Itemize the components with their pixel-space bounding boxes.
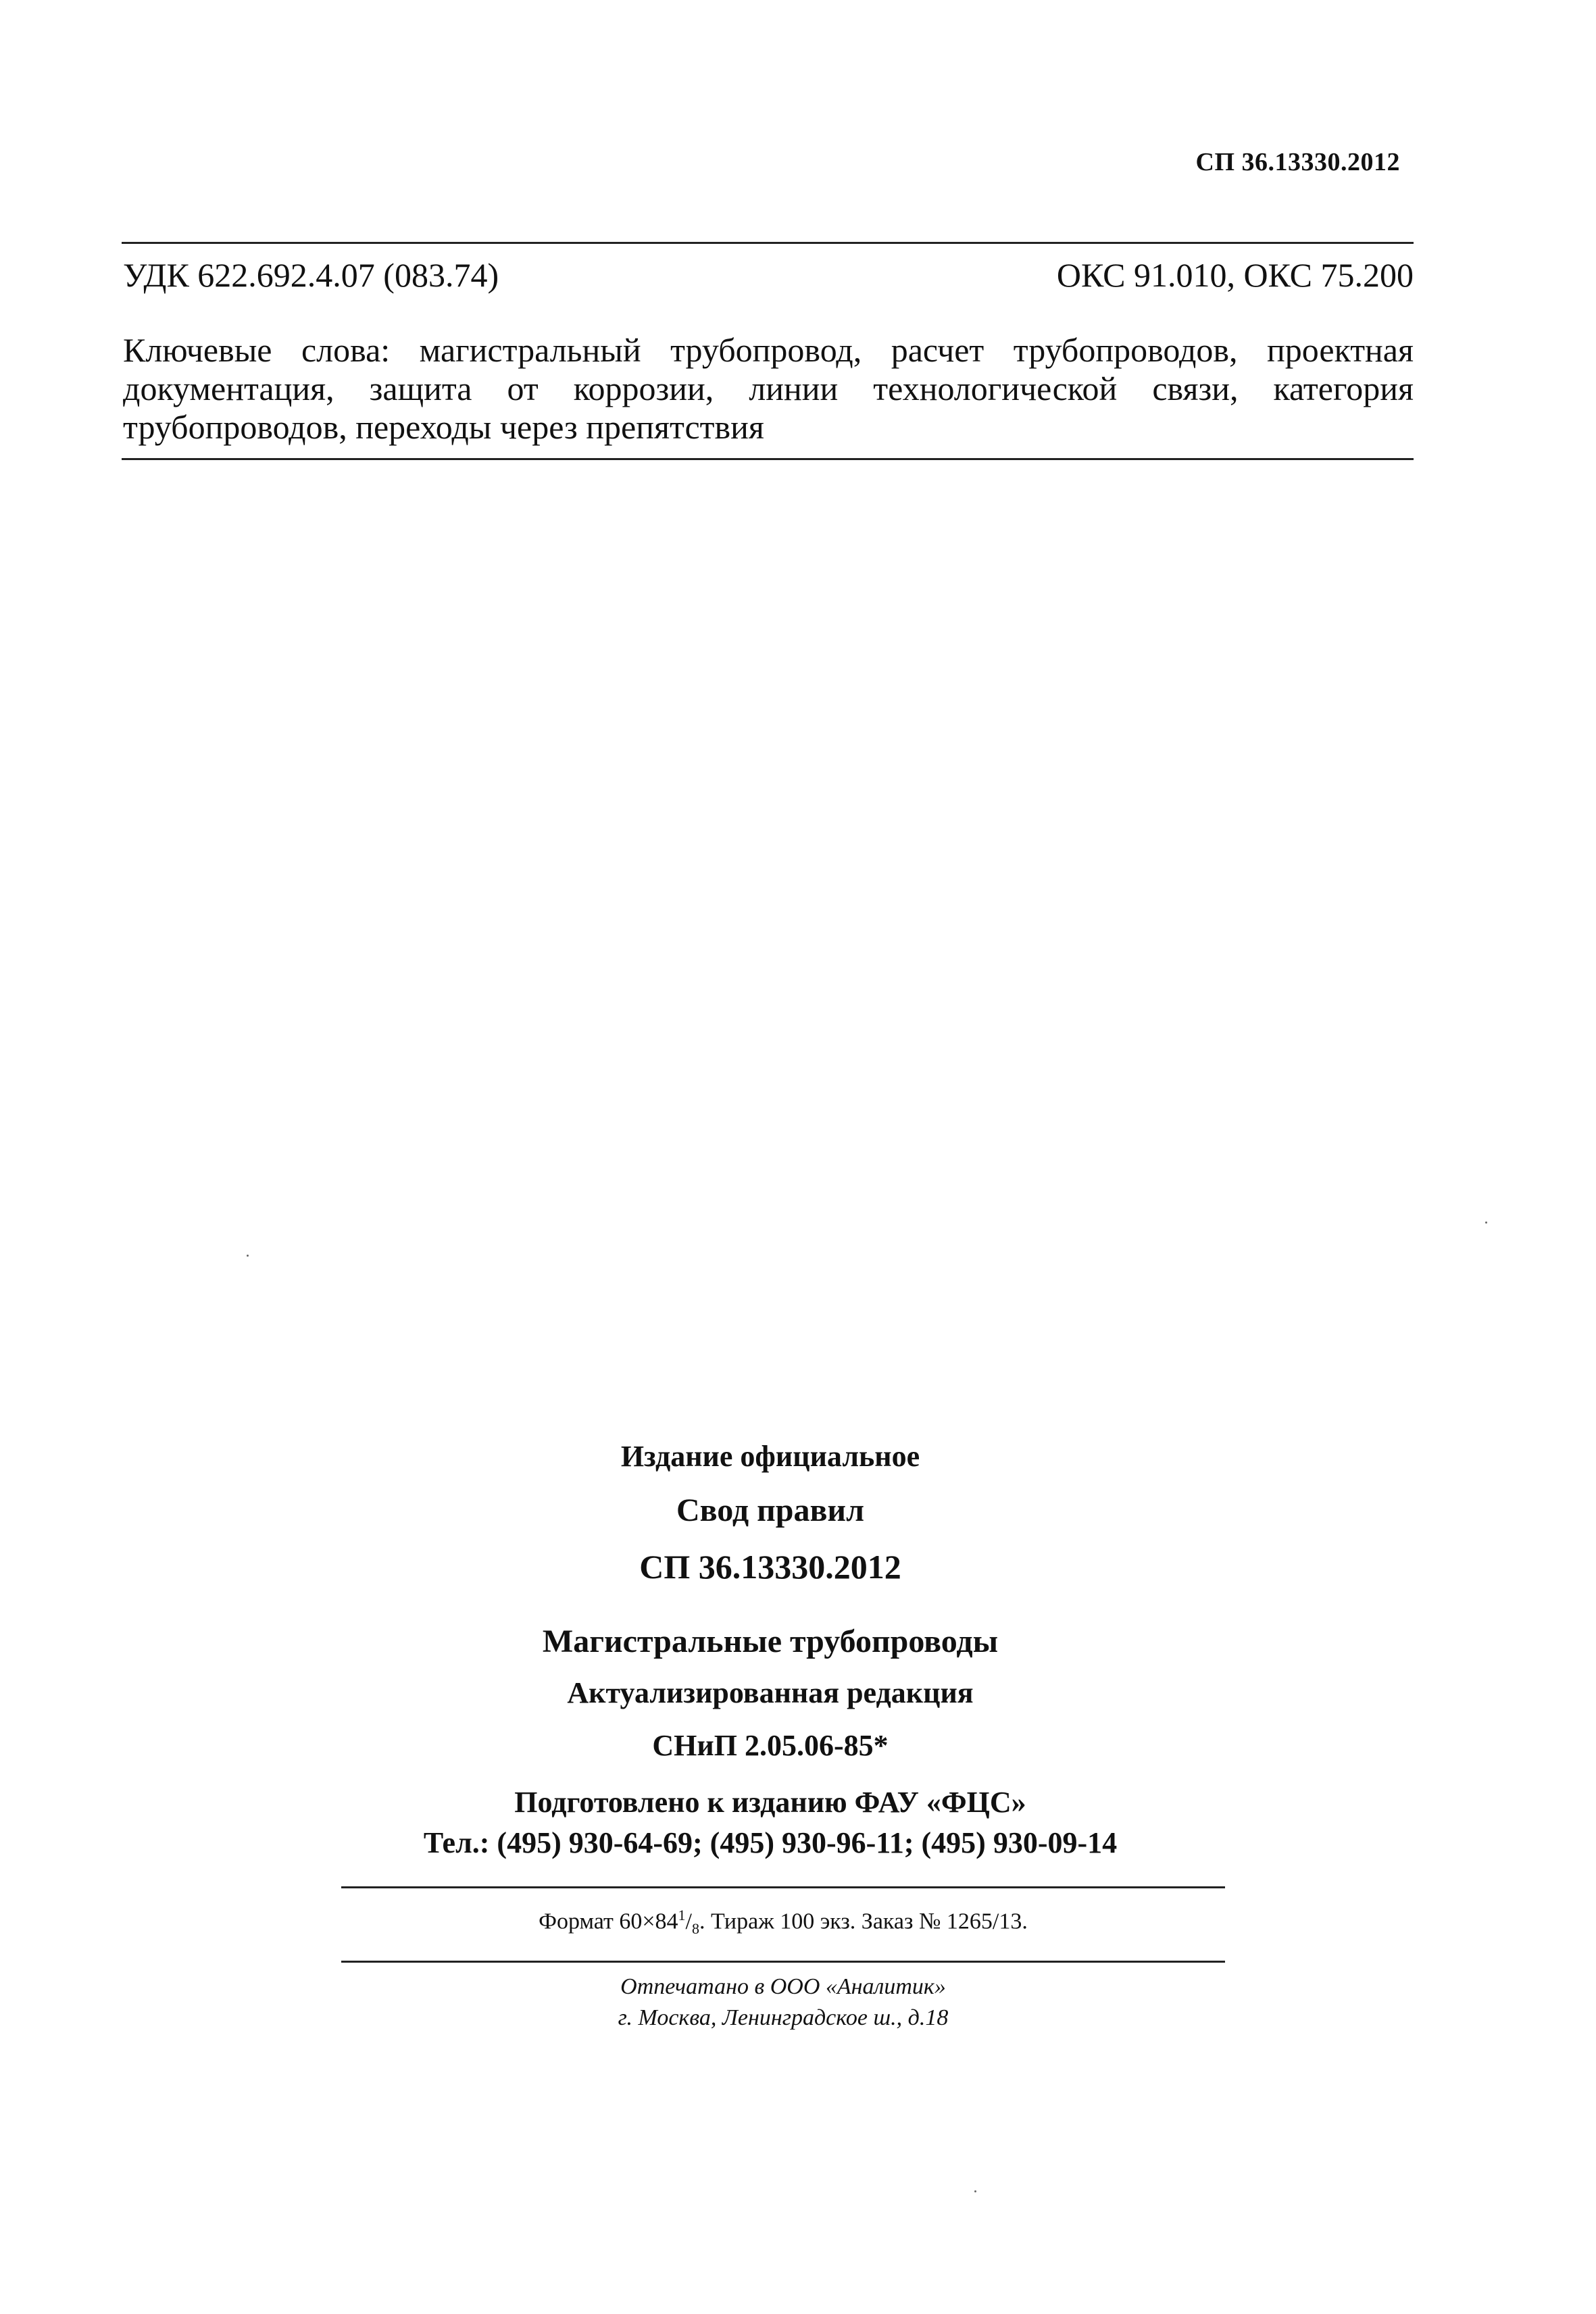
svod-label: Свод правил xyxy=(676,1492,864,1528)
keywords-paragraph: Ключевые слова: магистральный трубопровод, расчет трубопроводов, проектная документация, защита от коррозии, линии технологической связи, категория трубопроводов, переходы через препятствия xyxy=(123,331,1414,446)
format-fraction-numerator: 1 xyxy=(678,1907,686,1923)
scan-speck xyxy=(247,1255,249,1257)
document-code: СП 36.13330.2012 xyxy=(1195,148,1400,176)
imprint-divider-bottom xyxy=(341,1961,1225,1963)
printer-info xyxy=(341,1971,1225,2034)
keywords-divider xyxy=(122,458,1414,460)
format-suffix: . Тираж 100 экз. Заказ № 1265/13. xyxy=(699,1909,1028,1934)
document-title: Магистральные трубопроводы xyxy=(542,1624,999,1659)
revision-label: Актуализированная редакция xyxy=(567,1676,974,1709)
udk-code: УДК 622.692.4.07 (083.74) xyxy=(123,256,499,294)
scan-speck xyxy=(1485,1222,1487,1224)
format-fraction-denominator: 8 xyxy=(692,1920,699,1938)
imprint-divider-top xyxy=(341,1886,1225,1888)
edition-label: Издание официальное xyxy=(620,1440,920,1473)
printer-address: г. Москва, Ленинградское ш., д.18 xyxy=(618,2005,949,2030)
phone-numbers: Тел.: (495) 930-64-69; (495) 930-96-11; (495) 930-09-14 xyxy=(423,1826,1118,1859)
snip-code: СНиП 2.05.06-85* xyxy=(652,1729,889,1762)
printer-name: Отпечатано в ООО «Аналитик» xyxy=(620,1974,946,1999)
oks-code: ОКС 91.010, ОКС 75.200 xyxy=(1056,256,1414,294)
header-divider xyxy=(122,242,1414,244)
sp-code: СП 36.13330.2012 xyxy=(639,1548,901,1586)
scan-speck xyxy=(974,2190,976,2192)
format-prefix: Формат 60×84 xyxy=(539,1909,678,1934)
prepared-by: Подготовлено к изданию ФАУ «ФЦС» xyxy=(514,1786,1026,1819)
print-format: Формат $60\times 84^1/_8$. Тираж 100 экз. Заказ № 1265/13. xyxy=(539,1907,1028,1938)
